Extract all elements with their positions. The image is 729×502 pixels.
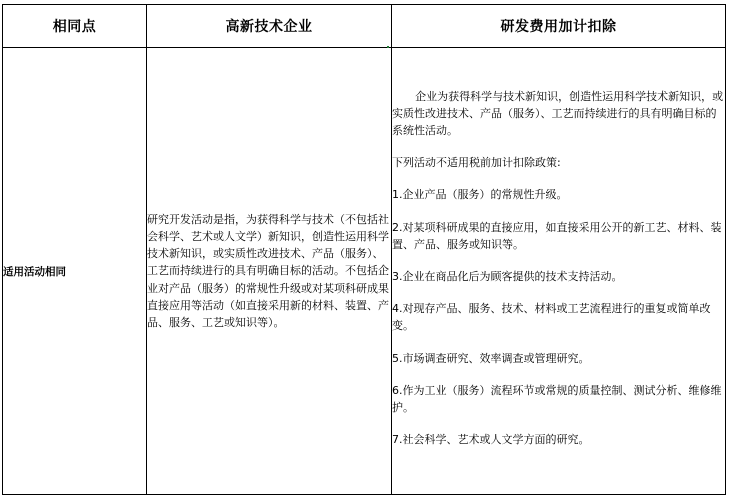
list-item: 2.对某项科研成果的直接应用，如直接采用公开的新工艺、材料、装置、产品、服务或知识等。 — [392, 220, 722, 251]
list-item: 1.企业产品（服务）的常规性升级。 — [392, 188, 568, 202]
rd-exclusion-lead: 下列活动不适用税前加计扣除政策: — [392, 156, 561, 170]
header-hitech-enterprise: 高新技术企业 — [147, 5, 392, 48]
hitech-definition: 研究开发活动是指，为获得科学与技术（不包括社会科学、艺术或人文学）新知识，创造性运用科学技术新知识，或实质性改进技术、产品（服务）、工艺而持续进行的具有明确目标的活动。不包括企业对产品（服务）的常规性升级或对某项科研成果直接应用等活动（如直接采用新的材料、装置、产品、服务、工艺或知识等）。 — [147, 48, 392, 495]
comparison-table — [2, 4, 726, 495]
list-item: 6.作为工业（服务）流程环节或常规的质量控制、测试分析、维修维护。 — [392, 383, 722, 415]
rd-intro: 企业为获得科学与技术新知识，创造性运用科学技术新知识，或实质性改进技术、产品（服务）、工艺而持续进行的具有明确目标的系统性活动。 — [392, 89, 724, 137]
rd-content — [392, 88, 725, 449]
header-similarity: 相同点 — [3, 5, 147, 48]
list-item: 3.企业在商品化后为顾客提供的技术支持活动。 — [392, 270, 623, 283]
row-label: 适用活动相同 — [3, 48, 147, 495]
rd-definition-cell — [392, 48, 726, 495]
cell-marker-dot — [387, 46, 389, 48]
header-row — [3, 5, 726, 48]
list-item: 7.社会科学、艺术或人文学方面的研究。 — [392, 433, 590, 447]
list-item: 5.市场调查研究、效率调查或管理研究。 — [392, 351, 590, 365]
header-rd-deduction: 研发费用加计扣除 — [392, 5, 726, 48]
table-row — [3, 48, 726, 495]
list-item: 4.对现存产品、服务、技术、材料或工艺流程进行的重复或简单改变。 — [392, 302, 711, 333]
